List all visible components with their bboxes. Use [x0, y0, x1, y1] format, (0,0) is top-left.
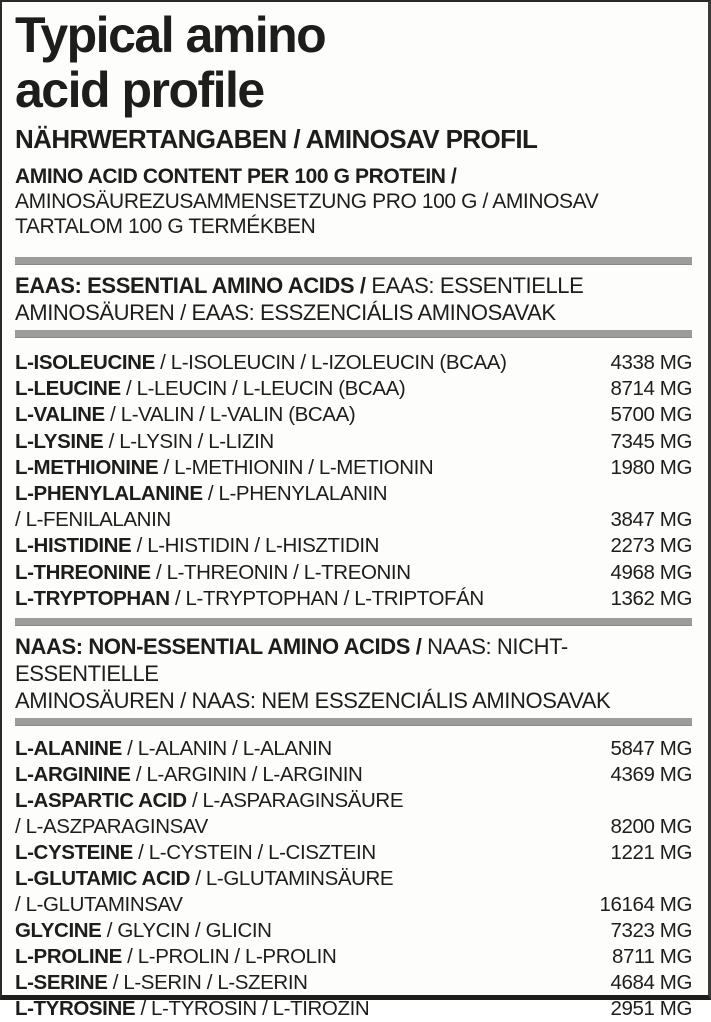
table-row [15, 507, 692, 533]
eaas-header-rest: EAAS: ESSENTIELLE [365, 273, 584, 298]
amino-value: 5847 MG [610, 737, 692, 761]
amino-value: 4338 MG [610, 351, 692, 374]
amino-value: 1980 MG [610, 455, 692, 479]
intro-line-1: AMINO ACID CONTENT PER 100 G PROTEIN / [15, 165, 457, 188]
amino-name: / L-FENILALANIN [15, 508, 171, 532]
naas-header-rest: NAAS: NICHT-ESSENTIELLE [15, 634, 568, 687]
amino-name: L-TRYPTOPHAN / L-TRYPTOPHAN / L-TRIPTOFÁN [15, 586, 484, 610]
amino-value: 1221 MG [610, 841, 692, 865]
table-row [15, 788, 692, 814]
table-row [15, 892, 692, 918]
title-line-1: Typical amino [15, 7, 326, 63]
section-header-eaas [15, 272, 692, 326]
table-row [15, 866, 692, 892]
section-divider [15, 257, 692, 265]
subtitle: NÄHRWERTANGABEN / AMINOSAV PROFIL [15, 124, 538, 154]
label-content [2, 2, 708, 1022]
amino-name: L-ISOLEUCINE / L-ISOLEUCIN / L-IZOLEUCIN (BCAA) [15, 351, 507, 374]
amino-value: 7345 MG [610, 429, 692, 453]
naas-header-line-1 [15, 633, 692, 687]
page-title [15, 8, 692, 118]
amino-name: L-LYSINE / L-LYSIN / L-LIZIN [15, 429, 274, 453]
intro-text [15, 164, 692, 239]
table-row [15, 840, 692, 866]
table-row [15, 918, 692, 944]
eaas-table [15, 350, 692, 612]
table-row [15, 455, 692, 481]
amino-name: L-ARGININE / L-ARGININ / L-ARGININ [15, 763, 363, 787]
naas-table [15, 736, 692, 1022]
amino-name: / L-ASZPARAGINSAV [15, 815, 208, 839]
intro-line-3: TARTALOM 100 G TERMÉKBEN [15, 215, 316, 238]
amino-value: 8714 MG [610, 377, 692, 401]
table-row [15, 429, 692, 455]
table-row [15, 533, 692, 559]
amino-name: L-PHENYLALANINE / L-PHENYLALANIN [15, 482, 388, 506]
table-row [15, 996, 692, 1022]
table-row [15, 402, 692, 428]
amino-value: 5700 MG [610, 403, 692, 427]
amino-name: L-GLUTAMIC ACID / L-GLUTAMINSÄURE [15, 867, 394, 891]
amino-value: 2951 MG [610, 997, 692, 1021]
amino-name: L-ALANINE / L-ALANIN / L-ALANIN [15, 737, 332, 761]
amino-value: 7323 MG [610, 919, 692, 943]
table-row [15, 736, 692, 762]
amino-value: 3847 MG [610, 508, 692, 532]
table-row [15, 970, 692, 996]
title-line-2: acid profile [15, 62, 264, 118]
amino-value: 8711 MG [611, 945, 692, 969]
amino-name: / L-GLUTAMINSAV [15, 893, 183, 917]
section-divider [15, 718, 692, 726]
amino-name: L-LEUCINE / L-LEUCIN / L-LEUCIN (BCAA) [15, 377, 406, 401]
table-row [15, 560, 692, 586]
section-divider [15, 618, 692, 626]
amino-value: 1362 MG [610, 586, 692, 610]
eaas-header-bold: EAAS: ESSENTIAL AMINO ACIDS / [15, 273, 366, 298]
table-row [15, 376, 692, 402]
amino-value: 8200 MG [610, 815, 692, 839]
table-row [15, 586, 692, 612]
amino-name: L-THREONINE / L-THREONIN / L-TREONIN [15, 560, 411, 584]
amino-value: 4369 MG [610, 763, 692, 787]
naas-header-line-2: AMINOSÄUREN / NAAS: NEM ESSZENCIÁLIS AMINOSAVAK [15, 688, 611, 714]
amino-name: L-VALINE / L-VALIN / L-VALIN (BCAA) [15, 403, 356, 427]
table-row [15, 814, 692, 840]
eaas-header-line-2: AMINOSÄUREN / EAAS: ESSZENCIÁLIS AMINOSAVAK [15, 300, 556, 325]
naas-header-bold: NAAS: NON-ESSENTIAL AMINO ACIDS / [15, 634, 422, 660]
amino-name: L-TYROSINE / L-TYROSIN / L-TIROZIN [15, 997, 370, 1021]
section-header-naas [15, 633, 692, 714]
amino-value: 2273 MG [610, 534, 692, 558]
amino-name: L-CYSTEINE / L-CYSTEIN / L-CISZTEIN [15, 841, 376, 865]
eaas-header-line-1 [15, 272, 692, 299]
intro-line-2: AMINOSÄUREZUSAMMENSETZUNG PRO 100 G / AMINOSAV [15, 190, 599, 213]
amino-name: L-HISTIDINE / L-HISTIDIN / L-HISZTIDIN [15, 534, 380, 558]
amino-name: L-ASPARTIC ACID / L-ASPARAGINSÄURE [15, 789, 404, 813]
table-row [15, 762, 692, 788]
amino-name: GLYCINE / GLYCIN / GLICIN [15, 919, 272, 943]
amino-value: 16164 MG [599, 893, 692, 917]
amino-value: 4968 MG [610, 560, 692, 584]
table-row [15, 350, 692, 376]
table-row [15, 481, 692, 507]
section-divider [15, 330, 692, 338]
table-row [15, 944, 692, 970]
amino-value: 4684 MG [610, 971, 692, 995]
amino-name: L-METHIONINE / L-METHIONIN / L-METIONIN [15, 455, 434, 479]
amino-name: L-SERINE / L-SERIN / L-SZERIN [15, 971, 308, 995]
amino-name: L-PROLINE / L-PROLIN / L-PROLIN [15, 945, 337, 969]
